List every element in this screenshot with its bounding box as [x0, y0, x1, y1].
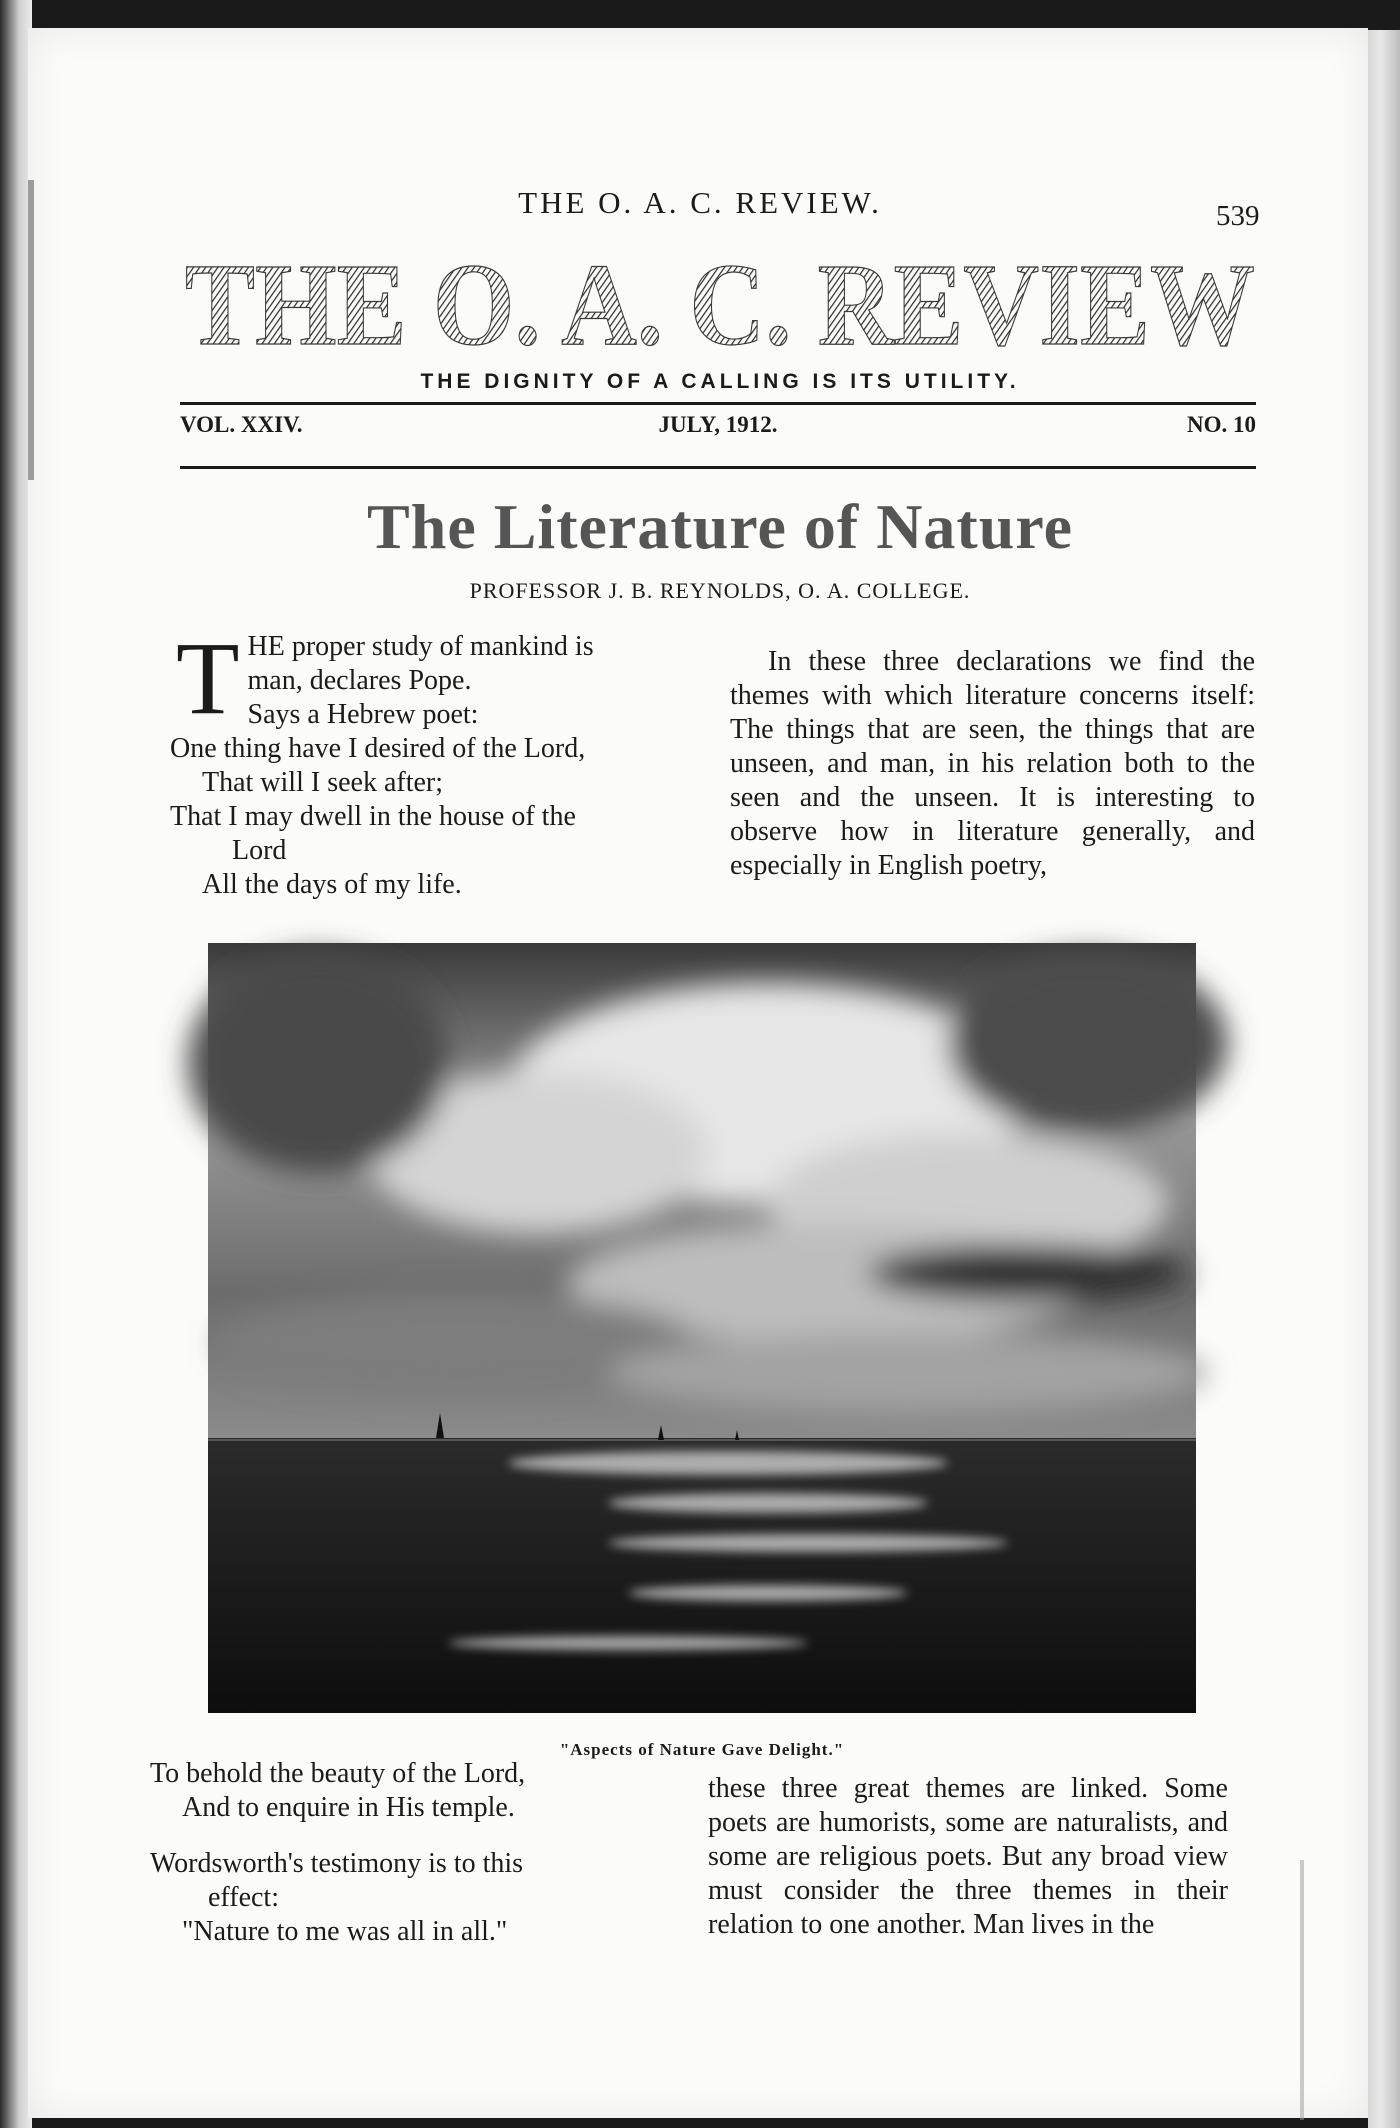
drop-cap: T [176, 621, 240, 736]
text-line: Wordsworth's testimony is to this [150, 1848, 524, 1879]
issue-number: NO. 10 [1187, 412, 1256, 437]
poem-line: And to enquire in His temple. [182, 1792, 515, 1823]
scan-edge-right [1368, 30, 1400, 2128]
poem-line: That I may dwell in the house of the [170, 801, 576, 832]
header-rule-bottom [180, 466, 1256, 469]
quote-line: "Nature to me was all in all." [182, 1916, 508, 1947]
header-rule-top [180, 402, 1256, 405]
left-column-bottom [150, 1757, 680, 1949]
poem-line: Lord [232, 835, 287, 866]
poem-line: All the days of my life. [202, 869, 462, 900]
seascape-image [208, 943, 1196, 1713]
motto: THE DIGNITY OF A CALLING IS ITS UTILITY. [420, 370, 1020, 393]
issue-date: JULY, 1912. [658, 412, 778, 437]
volume-line [180, 410, 1256, 460]
volume-number: VOL. XXIV. [180, 412, 303, 437]
binding-mark [28, 180, 34, 480]
page-shadow [1300, 1860, 1304, 2120]
seascape-photo [208, 943, 1196, 1713]
right-column-top [730, 645, 1255, 883]
masthead-title: THE O. A. C. REVIEW [185, 239, 1255, 370]
text-line: HE proper study of mankind is [247, 631, 594, 662]
masthead [180, 239, 1260, 372]
text-line: effect: [208, 1882, 279, 1913]
paragraph: In these three declarations we find the themes with which literature concerns itself: The things that are seen, the things that are unseen, and man, in his relation both to the seen and the unseen. It is interesting to observe how in literature generally, and especially in English poetry, [730, 646, 1255, 881]
left-column-top [170, 621, 700, 902]
masthead-logo [180, 239, 1260, 372]
poem-line: That will I seek after; [202, 767, 444, 798]
poem-line: One thing have I desired of the Lord, [170, 733, 586, 764]
right-column-bottom [708, 1772, 1228, 1942]
paragraph: these three great themes are linked. Some poets are humorists, some are naturalists, and some are religious poets. But any broad view must consider the three themes in their relation to one another. Man lives in the [708, 1773, 1228, 1940]
poem-line: To behold the beauty of the Lord, [150, 1758, 526, 1789]
text-line: man, declares Pope. [247, 665, 472, 696]
running-head: THE O. A. C. REVIEW. [518, 185, 882, 220]
article-byline: PROFESSOR J. B. REYNOLDS, O. A. COLLEGE. [469, 578, 971, 603]
photo-caption: "Aspects of Nature Gave Delight." [559, 1740, 845, 1759]
text-line: Says a Hebrew poet: [247, 699, 479, 730]
article-title: The Literature of Nature [367, 491, 1073, 562]
page-number: 539 [1216, 200, 1260, 232]
